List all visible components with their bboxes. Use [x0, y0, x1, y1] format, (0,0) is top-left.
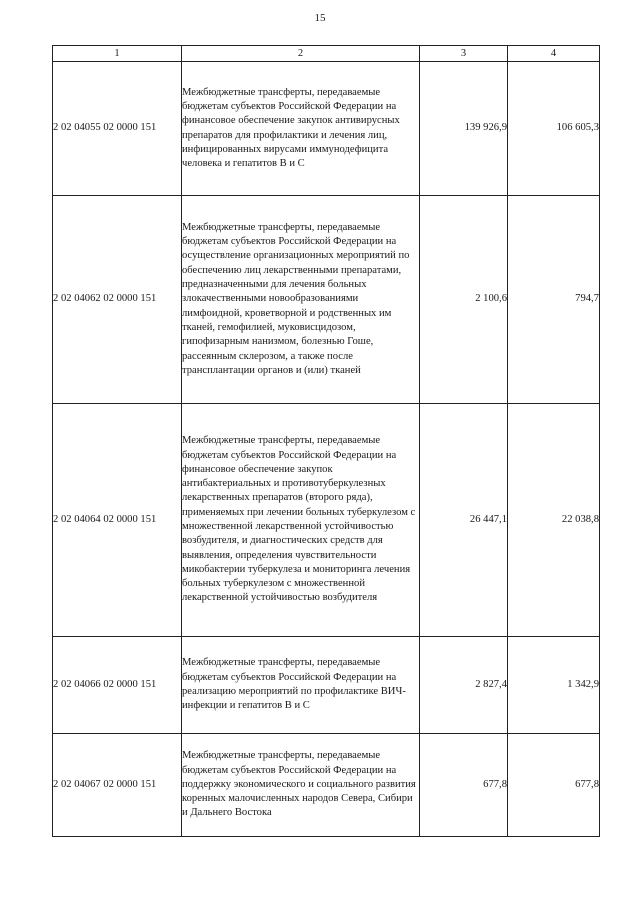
transfer-description: Межбюджетные трансферты, передаваемые бюджетам субъектов Российской Федерации на поддержку экономического и социального развития коренных малочисленных народов Севера, Сибири и Дальнего Востока: [182, 734, 420, 837]
budget-code: 2 02 04055 02 0000 151: [53, 62, 182, 196]
amount-col3: 2 100,6: [420, 196, 508, 404]
amount-col4: 794,7: [508, 196, 600, 404]
column-header-1: 1: [53, 46, 182, 62]
transfer-description: Межбюджетные трансферты, передаваемые бюджетам субъектов Российской Федерации на финансовое обеспечение закупок антивирусных препаратов для профилактики и лечения лиц, инфицированных вирусами иммунодефицита человека и гепатитов В и С: [182, 62, 420, 196]
amount-col4: 106 605,3: [508, 62, 600, 196]
table-header-row: [53, 46, 600, 62]
budget-code: 2 02 04062 02 0000 151: [53, 196, 182, 404]
transfer-description: Межбюджетные трансферты, передаваемые бюджетам субъектов Российской Федерации на осуществление организационных мероприятий по обеспечению лиц лекарственными препаратами, предназначенными для лечения больных злокачественными новообразованиями лимфоидной, кроветворной и родственных им тканей, гемофилией, муковисцидозом, гипофизарным нанизмом, болезнью Гоше, рассеянным склерозом, а также после трансплантации органов и (или) тканей: [182, 196, 420, 404]
table-row: [53, 62, 600, 196]
table-row: [53, 734, 600, 837]
column-header-2: 2: [182, 46, 420, 62]
amount-col4: 1 342,9: [508, 637, 600, 734]
amount-col4: 677,8: [508, 734, 600, 837]
column-header-4: 4: [508, 46, 600, 62]
page-number: 15: [314, 12, 326, 24]
budget-code: 2 02 04066 02 0000 151: [53, 637, 182, 734]
amount-col3: 139 926,9: [420, 62, 508, 196]
amount-col4: 22 038,8: [508, 404, 600, 637]
table-row: [53, 637, 600, 734]
transfer-description: Межбюджетные трансферты, передаваемые бюджетам субъектов Российской Федерации на реализацию мероприятий по профилактике ВИЧ-инфекции и гепатитов В и С: [182, 637, 420, 734]
amount-col3: 2 827,4: [420, 637, 508, 734]
transfer-description: Межбюджетные трансферты, передаваемые бюджетам субъектов Российской Федерации на финансовое обеспечение закупок антибактериальных и противотуберкулезных лекарственных препаратов (второго ряда), применяемых при лечении больных туберкулезом с множественной лекарственной устойчивостью возбудителя, и диагностических средств для выявления, определения чувствительности микобактерии туберкулеза и мониторинга лечения больных туберкулезом с множественной лекарственной устойчивостью возбудителя: [182, 404, 420, 637]
budget-code: 2 02 04064 02 0000 151: [53, 404, 182, 637]
column-header-3: 3: [420, 46, 508, 62]
budget-code: 2 02 04067 02 0000 151: [53, 734, 182, 837]
amount-col3: 677,8: [420, 734, 508, 837]
table-row: [53, 404, 600, 637]
amount-col3: 26 447,1: [420, 404, 508, 637]
table-row: [53, 196, 600, 404]
budget-table: [52, 45, 600, 837]
